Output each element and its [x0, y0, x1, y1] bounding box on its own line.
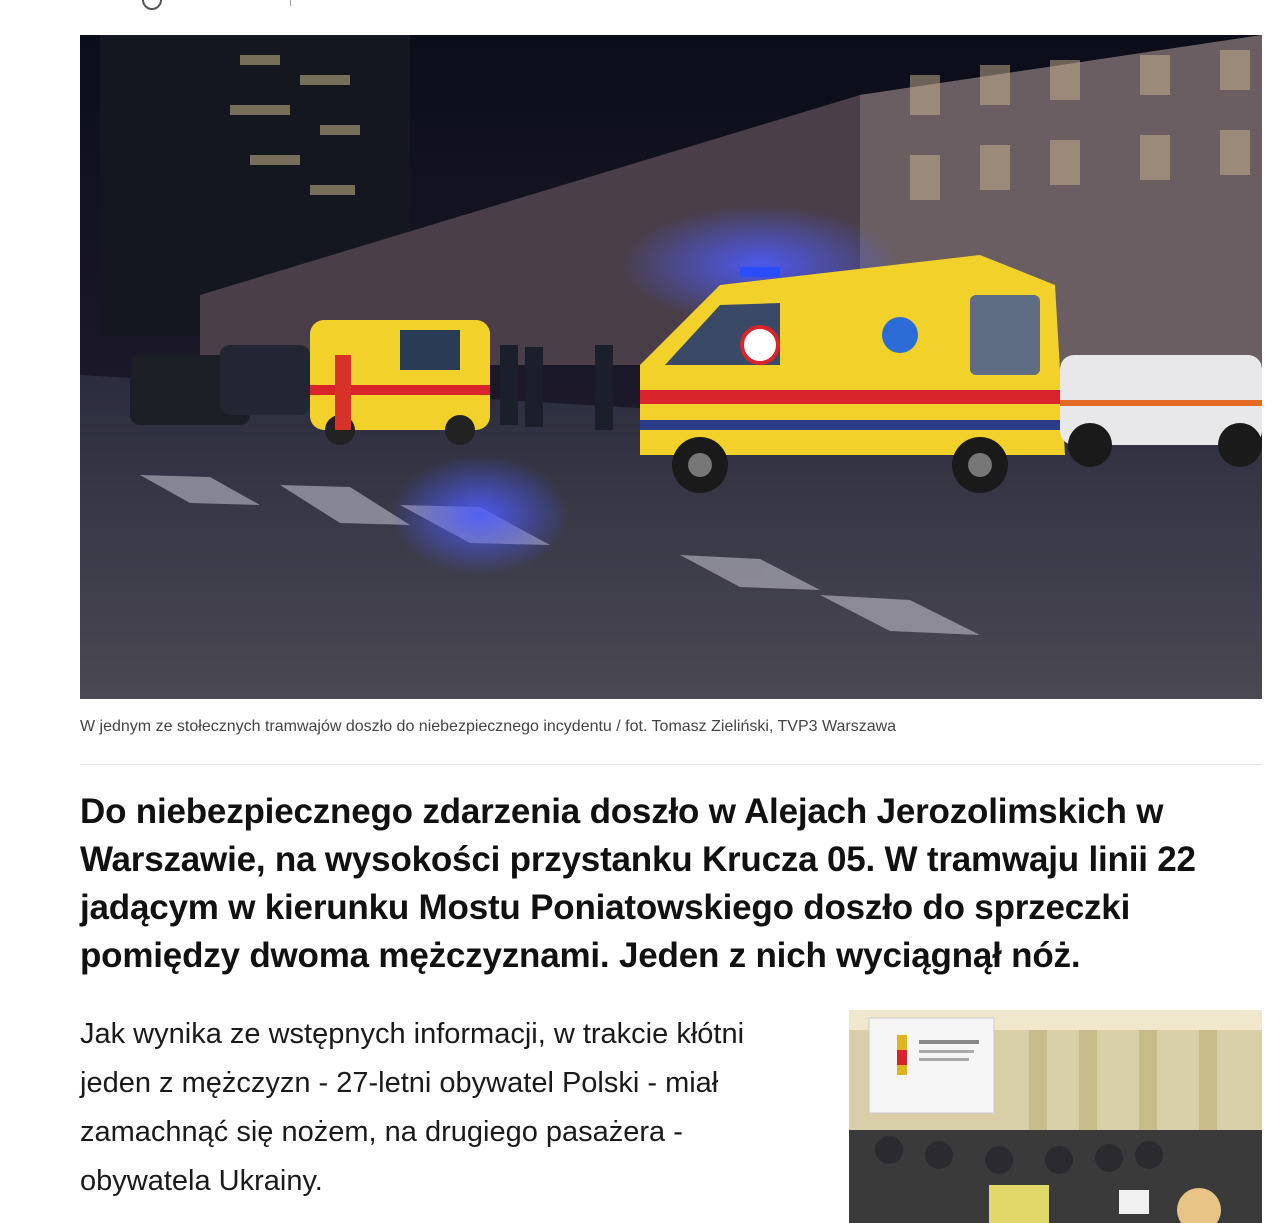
author-avatar-icon: [142, 0, 162, 10]
article-lead: Do niebezpiecznego zdarzenia doszło w Alejach Jerozolimskich w Warszawie, na wysokości przystanku Krucza 05. W tramwaju linii 22 jadącym w kierunku Mostu Poniatowskiego doszło do sprzeczki pomiędzy dwoma mężczyznami. Jeden z nich wyciągnął nóż.: [80, 792, 1196, 975]
hero-image: [80, 35, 1262, 699]
ambulance-night-scene-image: [80, 35, 1262, 699]
caption-divider: [80, 764, 1262, 765]
related-article-thumbnail[interactable]: [849, 1010, 1262, 1223]
hero-image-caption: W jednym ze stołecznych tramwajów doszło do niebezpiecznego incydentu / fot. Tomasz Zieliński, TVP3 Warszawa: [80, 718, 897, 735]
top-header-remnant: [80, 0, 480, 10]
header-separator: [290, 0, 291, 6]
council-meeting-image: [849, 1010, 1262, 1223]
article-paragraph: Jak wynika ze wstępnych informacji, w trakcie kłótni jeden z mężczyzn - 27-letni obywatel Polski - miał zamachnąć się nożem, na drugiego pasażera - obywatela Ukrainy.: [80, 1018, 745, 1197]
